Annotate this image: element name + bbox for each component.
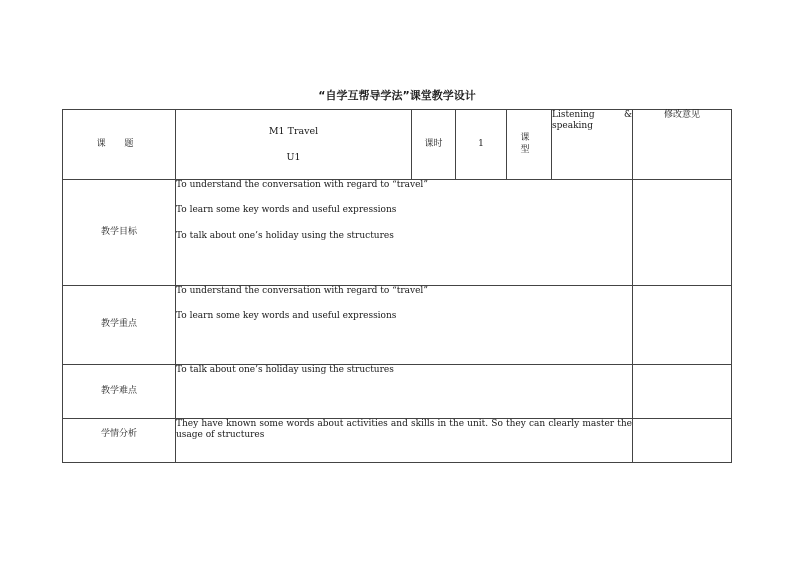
key-point-item: To learn some key words and useful expressions: [176, 311, 397, 322]
key-points-label: 教学重点: [63, 286, 176, 365]
difficulties-label: 教学难点: [63, 365, 176, 419]
header-row: [63, 110, 732, 180]
type-value-word3: speaking: [552, 121, 593, 132]
objective-item: To understand the conversation with regard to “travel”: [176, 180, 428, 190]
analysis-content: They have known some words about activities and skills in the unit. So they can clearly master the usage of structures: [176, 419, 633, 463]
document-title: “自学互帮导学法”课堂教学设计: [318, 89, 476, 102]
key-points-content: [176, 286, 633, 365]
difficulties-row: [63, 365, 732, 419]
difficulty-item: To talk about one’s holiday using the structures: [176, 365, 394, 375]
key-points-row: [63, 286, 732, 365]
topic-line-2: U1: [286, 151, 301, 163]
objective-item: To learn some key words and useful expressions: [176, 205, 397, 216]
lesson-plan-table: [62, 109, 732, 463]
analysis-row: [63, 419, 732, 463]
analysis-remarks: [633, 419, 732, 463]
topic-value: [176, 110, 412, 180]
objectives-label: 教学目标: [63, 180, 176, 286]
remarks-label: 修改意见: [633, 110, 732, 180]
period-label: 课时: [412, 110, 456, 180]
type-value: [552, 110, 633, 180]
objectives-remarks: [633, 180, 732, 286]
type-value-word1: Listening: [552, 110, 595, 120]
type-value-word2: &: [623, 110, 632, 120]
objectives-content: [176, 180, 633, 286]
topic-line-1: M1 Travel: [268, 125, 319, 137]
objectives-row: [63, 180, 732, 286]
analysis-label: 学情分析: [63, 419, 176, 463]
difficulties-content: [176, 365, 633, 419]
objective-item: To talk about one’s holiday using the structures: [176, 230, 394, 241]
type-label: 课 型: [507, 110, 552, 180]
period-value: 1: [456, 110, 507, 180]
difficulties-remarks: [633, 365, 732, 419]
topic-label: 课 题: [63, 110, 176, 180]
key-point-item: To understand the conversation with regard to “travel”: [176, 286, 428, 296]
key-points-remarks: [633, 286, 732, 365]
